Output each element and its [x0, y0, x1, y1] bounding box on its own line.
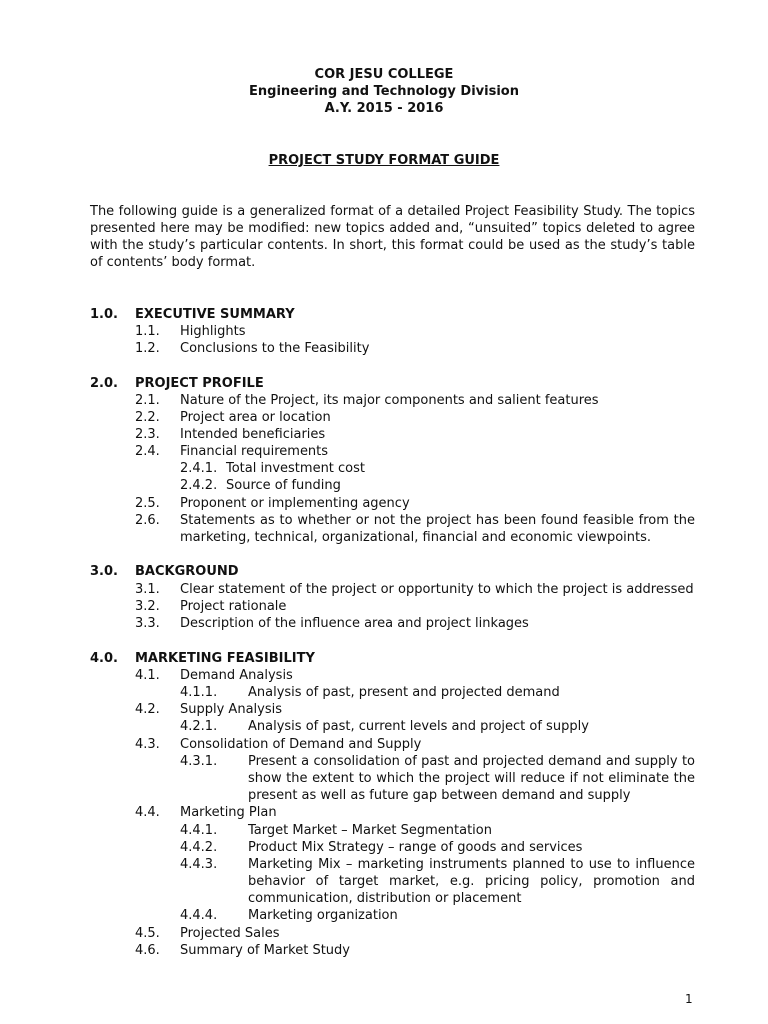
- subitem-text: Total investment cost: [226, 461, 366, 476]
- item-number: 1.1.: [135, 324, 160, 339]
- item-text: Summary of Market Study: [180, 943, 350, 958]
- item-number: 4.1.: [135, 668, 160, 683]
- item-text: Project area or location: [180, 410, 331, 425]
- item-number: 3.3.: [135, 616, 160, 631]
- page-title: PROJECT STUDY FORMAT GUIDE: [268, 153, 500, 168]
- item-text: Projected Sales: [180, 926, 280, 941]
- item-text: Intended beneficiaries: [180, 427, 326, 442]
- subitem-number: 2.4.1.: [180, 461, 218, 476]
- section-number: 4.0.: [90, 651, 118, 666]
- section-number: 3.0.: [90, 564, 118, 579]
- item-number: 2.3.: [135, 427, 160, 442]
- item-text: Supply Analysis: [180, 702, 282, 717]
- item-number: 4.4.: [135, 805, 160, 820]
- subitem-text: Product Mix Strategy – range of goods and services: [248, 840, 583, 855]
- section-title: BACKGROUND: [135, 564, 239, 579]
- item-number: 4.6.: [135, 943, 160, 958]
- section-title: PROJECT PROFILE: [135, 376, 264, 391]
- institution-name: COR JESU COLLEGE: [314, 67, 454, 82]
- item-number: 2.5.: [135, 496, 160, 511]
- item-number: 3.1.: [135, 582, 160, 597]
- item-text: Highlights: [180, 324, 246, 339]
- item-text: Statements as to whether or not the project has been found feasible from the marketing, technical, organizational, financial and economic viewpoints.: [180, 513, 695, 545]
- item-text: Nature of the Project, its major components and salient features: [180, 393, 599, 408]
- item-number: 1.2.: [135, 341, 160, 356]
- item-text: Clear statement of the project or opportunity to which the project is addressed: [180, 582, 694, 597]
- subitem-number: 4.1.1.: [180, 685, 218, 700]
- subitem-text: Marketing organization: [248, 908, 398, 923]
- subitem-text: Marketing Mix – marketing instruments planned to use to influence behavior of target market, e.g. pricing policy, promotion and communication, distribution or placement: [248, 857, 695, 906]
- subitem-number: 4.4.3.: [180, 857, 218, 872]
- intro-paragraph: The following guide is a generalized format of a detailed Project Feasibility Study. The topics presented here may be modified: new topics added and, “unsuited” topics deleted to agree with the study’s particular contents. In short, this format could be used as the study’s table of contents’ body format.: [90, 204, 695, 270]
- item-text: Description of the influence area and project linkages: [180, 616, 529, 631]
- item-number: 2.6.: [135, 513, 160, 528]
- item-text: Demand Analysis: [180, 668, 293, 683]
- subitem-number: 4.2.1.: [180, 719, 218, 734]
- page-number: 1: [685, 992, 693, 1006]
- item-text: Consolidation of Demand and Supply: [180, 737, 422, 752]
- section-number: 2.0.: [90, 376, 118, 391]
- item-number: 4.5.: [135, 926, 160, 941]
- item-text: Proponent or implementing agency: [180, 496, 410, 511]
- division-name: Engineering and Technology Division: [249, 84, 519, 99]
- subitem-number: 4.4.2.: [180, 840, 218, 855]
- item-number: 4.3.: [135, 737, 160, 752]
- subitem-text: Analysis of past, current levels and project of supply: [248, 719, 589, 734]
- item-number: 4.2.: [135, 702, 160, 717]
- subitem-number: 2.4.2.: [180, 478, 218, 493]
- item-number: 2.2.: [135, 410, 160, 425]
- subitem-text: Target Market – Market Segmentation: [248, 823, 492, 838]
- item-number: 2.1.: [135, 393, 160, 408]
- subitem-text: Analysis of past, present and projected demand: [248, 685, 560, 700]
- subitem-number: 4.3.1.: [180, 754, 218, 769]
- item-number: 2.4.: [135, 444, 160, 459]
- subitem-text: Present a consolidation of past and projected demand and supply to show the extent to which the project will reduce if not eliminate the present as well as future gap between demand and supply: [248, 754, 695, 803]
- item-text: Project rationale: [180, 599, 287, 614]
- subitem-text: Source of funding: [226, 478, 341, 493]
- subitem-number: 4.4.4.: [180, 908, 218, 923]
- subitem-number: 4.4.1.: [180, 823, 218, 838]
- item-text: Financial requirements: [180, 444, 329, 459]
- item-text: Conclusions to the Feasibility: [180, 341, 370, 356]
- section-number: 1.0.: [90, 307, 118, 322]
- section-title: MARKETING FEASIBILITY: [135, 651, 315, 666]
- item-number: 3.2.: [135, 599, 160, 614]
- item-text: Marketing Plan: [180, 805, 277, 820]
- academic-year: A.Y. 2015 - 2016: [324, 101, 444, 116]
- section-title: EXECUTIVE SUMMARY: [135, 307, 295, 322]
